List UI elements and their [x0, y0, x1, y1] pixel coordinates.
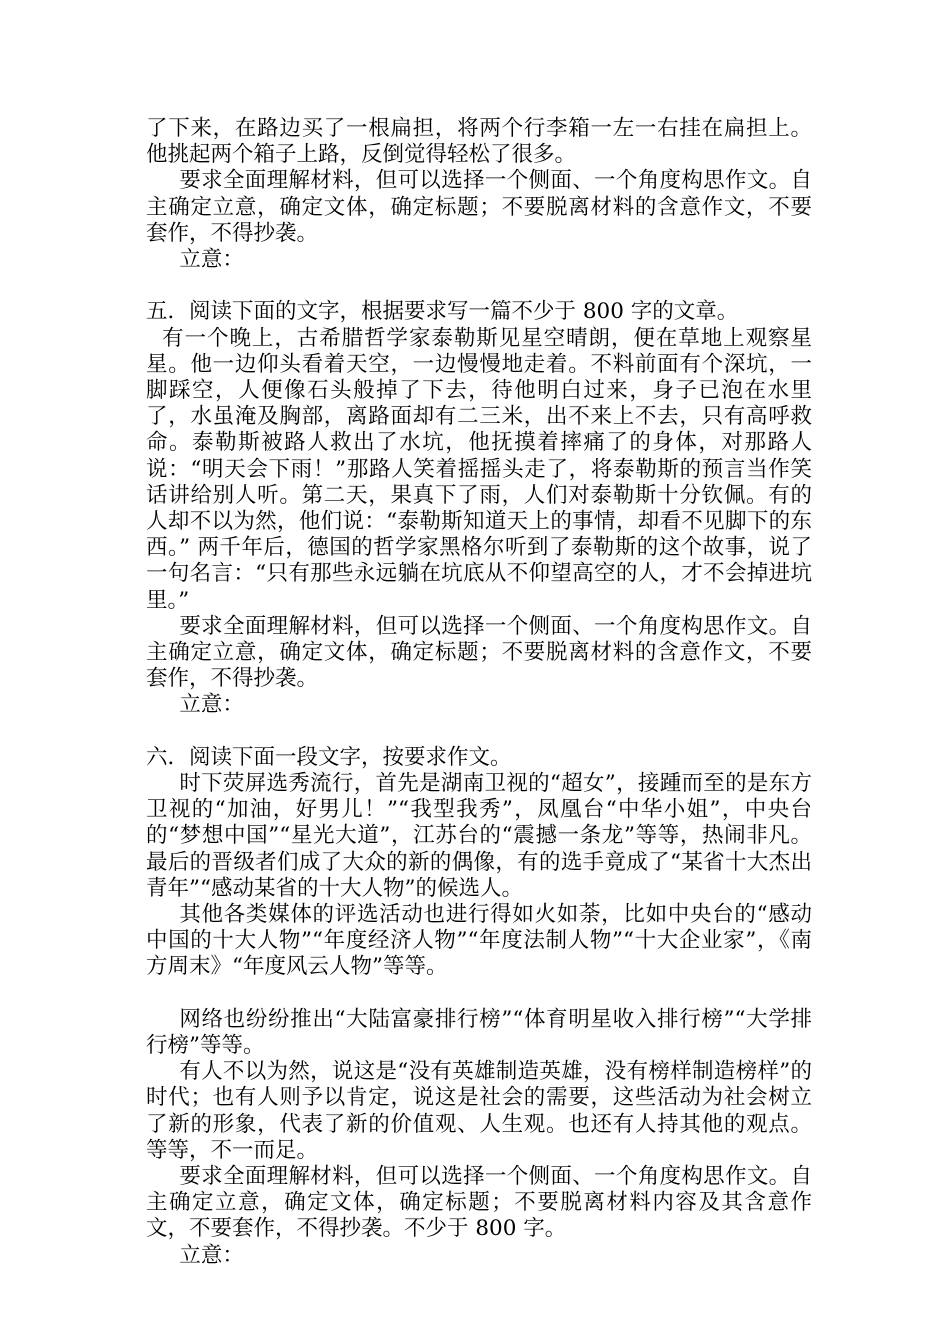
section6-heading: 六．阅读下面一段文字，按要求作文。 — [146, 744, 512, 770]
section5-heading: 五．阅读下面的文字，根据要求写一篇不少于 800 字的文章。 — [146, 299, 739, 325]
section6-paragraph-4: 有人不以为然，说这是“没有英雄制造英雄，没有榜样制造榜样”的时代；也有人则予以肯定，说这是社会的需要，这些活动为社会树立了新的形象，代表了新的价值观、人生观。也还有人持其他的观点。等等，不一而足。 — [146, 1059, 812, 1163]
section6-requirement: 要求全面理解材料，但可以选择一个侧面、一个角度构思作文。自主确定立意，确定文体，确定标题；不要脱离材料内容及其含意作文，不要套作，不得抄袭。不少于 800 字。 — [146, 1164, 812, 1242]
section6-paragraph-3: 网络也纷纷推出“大陆富豪排行榜”“体育明星收入排行榜”“大学排行榜”等等。 — [146, 1006, 812, 1059]
paragraph-spacer — [146, 981, 812, 1007]
section6-paragraph-2: 其他各类媒体的评选活动也进行得如火如荼，比如中央台的“感动中国的十大人物”“年度经济人物”“年度法制人物”“十大企业家”，《南方周末》“年度风云人物”等等。 — [146, 902, 812, 980]
section-spacer — [146, 719, 812, 745]
section5-requirement: 要求全面理解材料，但可以选择一个侧面、一个角度构思作文。自主确定立意，确定文体，确定标题；不要脱离材料的含意作文，不要套作，不得抄袭。 — [146, 613, 812, 692]
section-spacer — [146, 273, 812, 299]
previous-material-tail: 了下来，在路边买了一根扁担，将两个行李箱一左一右挂在扁担上。他挑起两个箱子上路，反倒觉得轻松了很多。 — [146, 116, 812, 168]
section6-idea-label: 立意： — [179, 1242, 244, 1268]
section6-paragraph-1: 时下荧屏选秀流行，首先是湖南卫视的“超女”，接踵而至的是东方卫视的“加油，好男儿！”“我型我秀”，凤凰台“中华小姐”，中央台的“梦想中国”“星光大道”，江苏台的“震撼一条龙”等等，热闹非凡。最后的晋级者们成了大众的新的偶像，有的选手竟成了“某省十大杰出青年”“感动某省的十大人物”的候选人。 — [146, 771, 812, 901]
section5-material: 有一个晚上，古希腊哲学家泰勒斯见星空晴朗，便在草地上观察星星。他一边仰头看着天空，一边慢慢地走着。不料前面有个深坑，一脚踩空，人便像石头般掉了下去，待他明白过来，身子已泡在水里了，水虽淹及胸部，离路面却有二三米，出不来上不去，只有高呼救命。泰勒斯被路人救出了水坑，他抚摸着摔痛了的身体，对那路人说：“明天会下雨！”那路人笑着摇摇头走了，将泰勒斯的预言当作笑话讲给别人听。第二天，果真下了雨，人们对泰勒斯十分钦佩。有的人却不以为然，他们说：“泰勒斯知道天上的事情，却看不见脚下的东西。” 两千年后，德国的哲学家黑格尔听到了泰勒斯的这个故事，说了一句名言：“只有那些永远躺在坑底从不仰望高空的人，才不会掉进坑里。” — [146, 325, 812, 613]
previous-idea-label: 立意： — [179, 247, 244, 273]
previous-requirement: 要求全面理解材料，但可以选择一个侧面、一个角度构思作文。自主确定立意，确定文体，确定标题；不要脱离材料的含意作文，不要套作，不得抄袭。 — [146, 168, 812, 246]
section5-idea-label: 立意： — [179, 692, 244, 718]
document-page — [146, 116, 812, 1269]
